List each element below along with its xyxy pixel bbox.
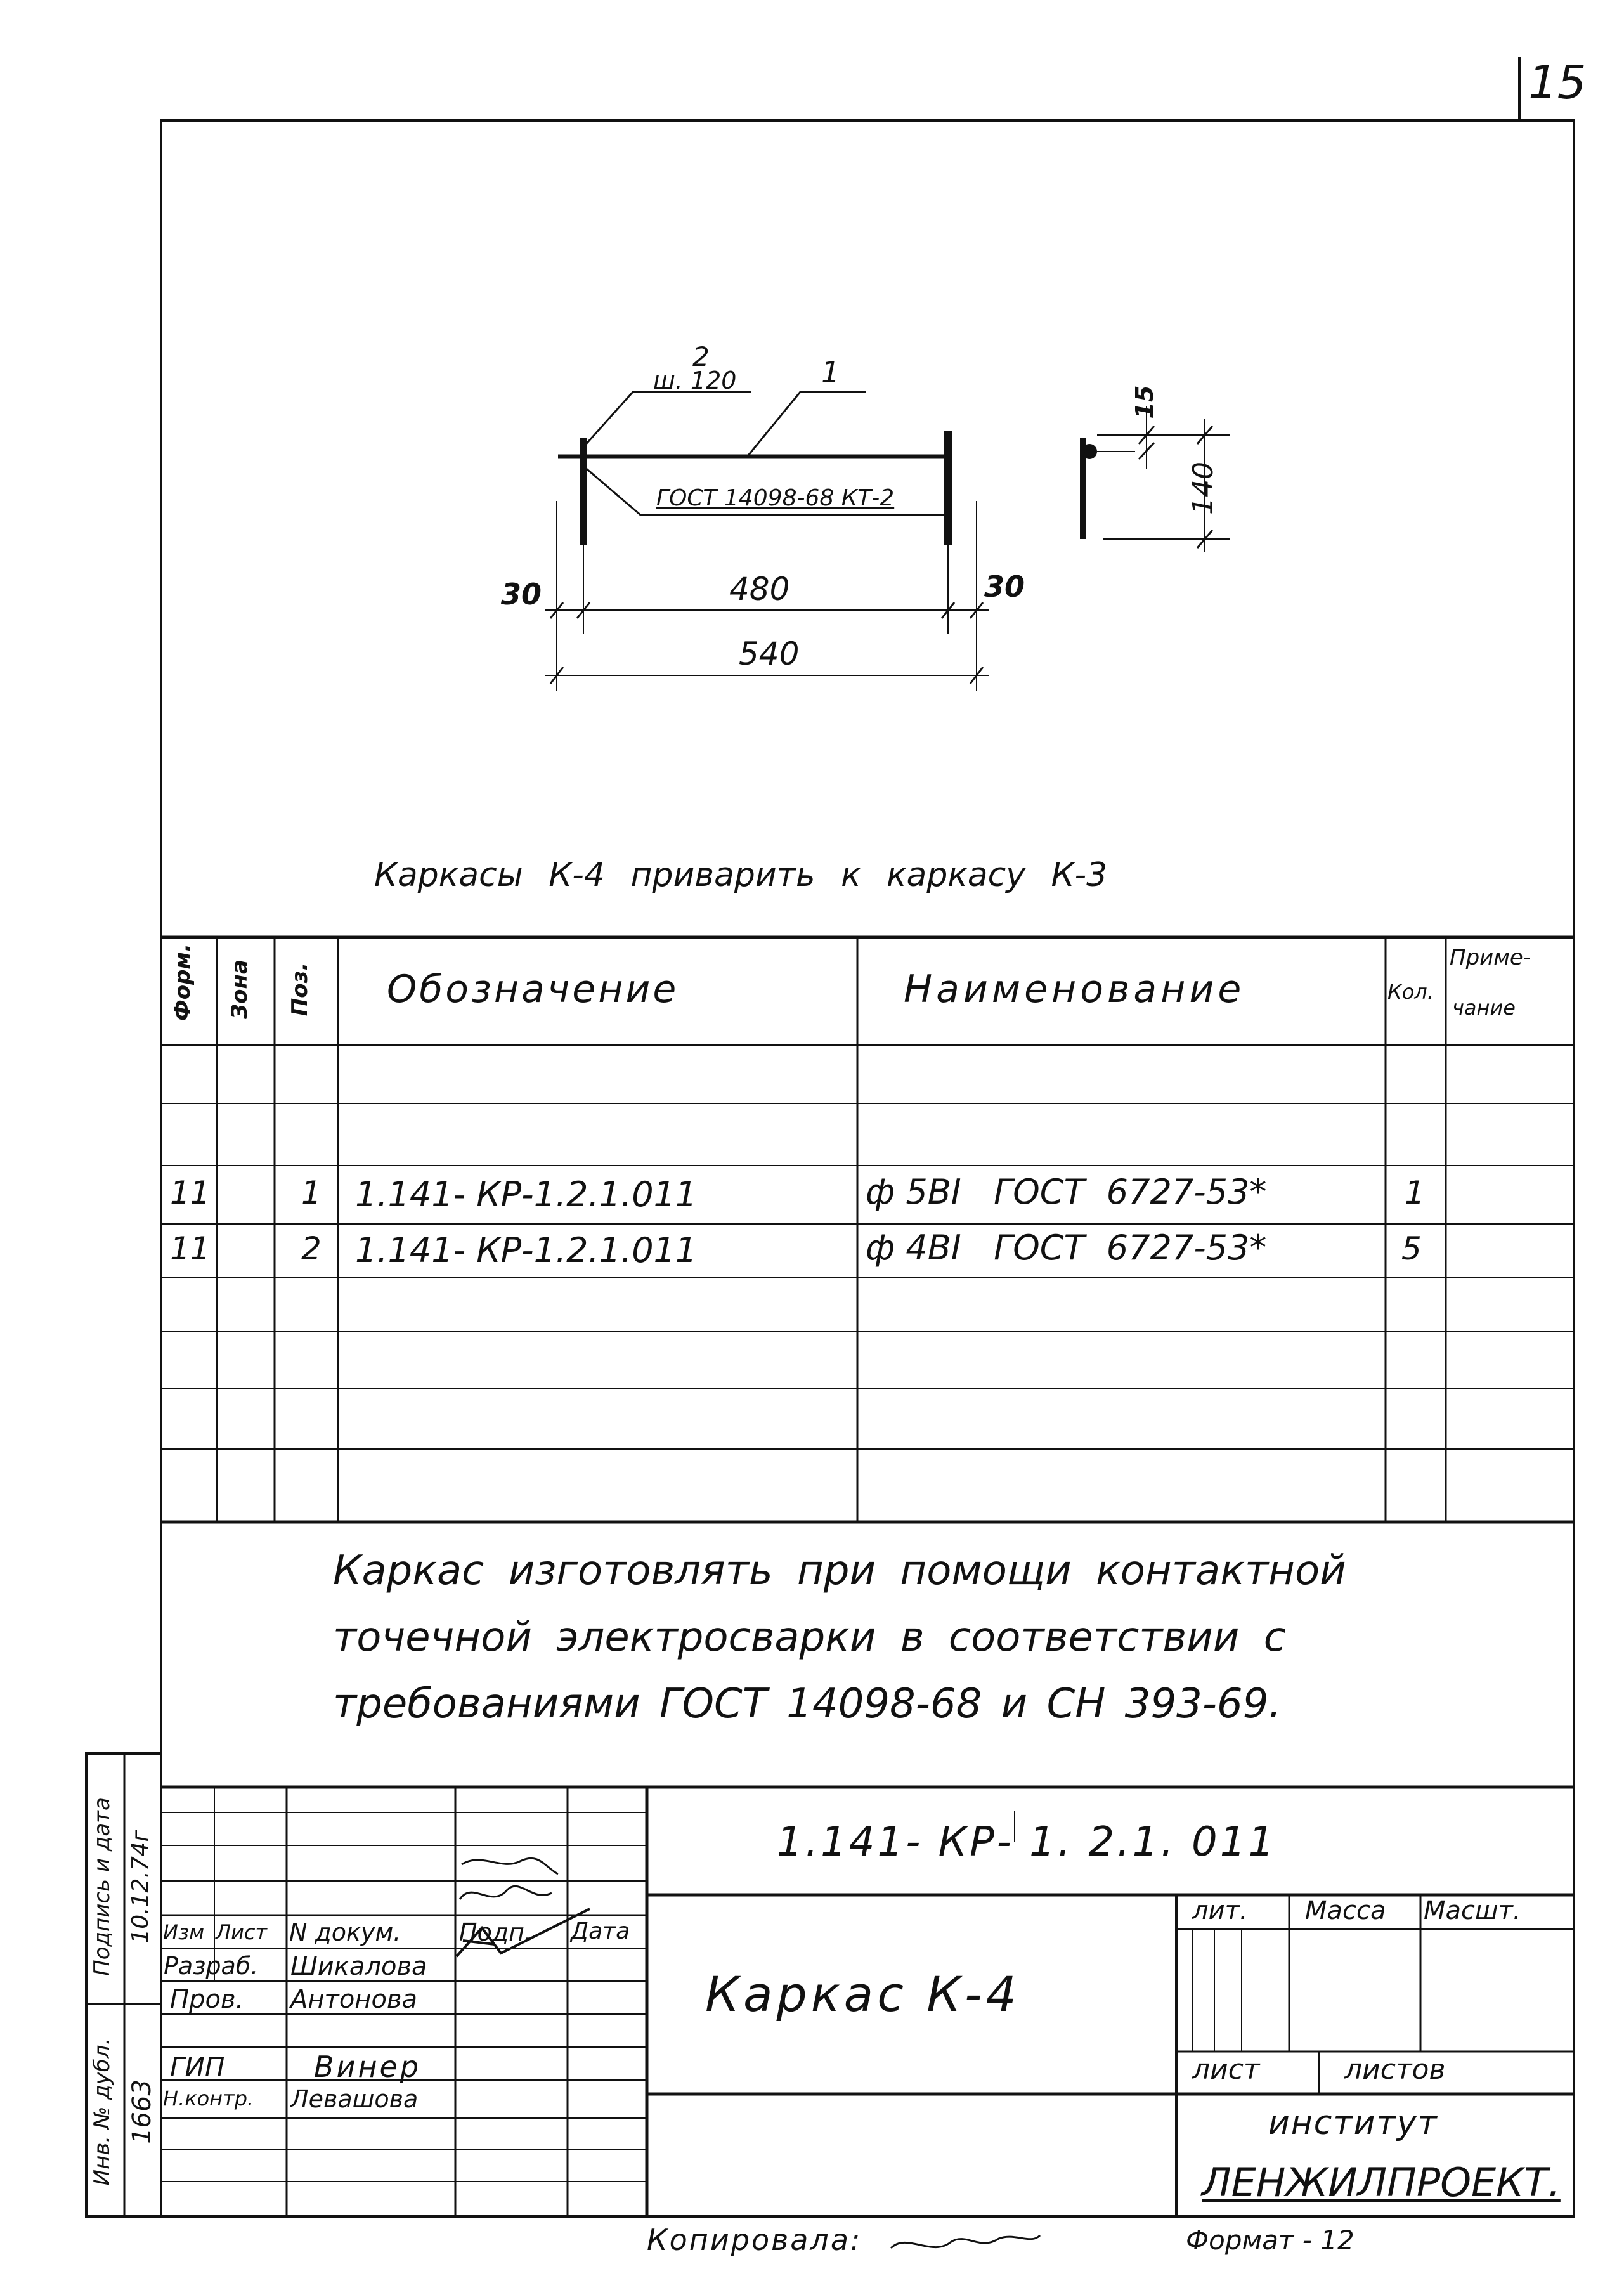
callout-standard: ГОСТ 14098-68 КТ-2: [656, 485, 895, 511]
note-manufacture-line3: требованиями ГОСТ 14098-68 и СН 393-69.: [333, 1681, 1282, 1727]
col-izm: Изм: [163, 1920, 205, 1944]
header-zone: Зона: [227, 959, 252, 1019]
role-prov: Пров.: [170, 1985, 244, 2014]
signature-copied: [891, 2235, 1040, 2248]
stamp-sign-label: Подпись и дата: [89, 1797, 115, 1976]
callout-pos1: 1: [821, 355, 840, 389]
name-gip: Винер: [314, 2050, 422, 2084]
callout-weld: ш. 120: [653, 367, 737, 394]
institute-label: институт: [1268, 2104, 1438, 2142]
institute-name: ЛЕНЖИЛПРОЕКТ.: [1202, 2159, 1561, 2206]
title-name: Каркас К-4: [705, 1966, 1020, 2022]
col-ndoc: N докум.: [289, 1918, 401, 1946]
header-name: Наименование: [904, 967, 1245, 1011]
row1-name: ф 5ВI ГОСТ 6727-53*: [866, 1172, 1267, 1212]
header-note-line2: чание: [1452, 996, 1516, 1020]
name-razrab: Шикалова: [290, 1952, 427, 1981]
row2-form: 11: [170, 1230, 211, 1267]
stamp-inv-value: 1663: [127, 2079, 157, 2144]
stamp-date-value: 10.12.74г: [127, 1830, 153, 1944]
copied-label: Копировала:: [647, 2223, 862, 2257]
note-manufacture-line2: точечной электросварки в соответствии с: [333, 1614, 1286, 1661]
header-note-line1: Приме-: [1450, 945, 1531, 970]
page-number: 15: [1528, 56, 1587, 109]
row1-designation: 1.141- КР-1.2.1.011: [355, 1174, 698, 1214]
signature-prov: [460, 1886, 552, 1899]
role-nkontr: Н.контр.: [163, 2086, 254, 2110]
dim-total: 540: [739, 635, 800, 672]
dim-left: 30: [501, 577, 542, 611]
format-label: Формат - 12: [1186, 2225, 1354, 2256]
header-pos: Поз.: [287, 962, 313, 1017]
col-podp: Подп.: [459, 1918, 533, 1946]
scale-label: Масшт.: [1424, 1896, 1521, 1925]
dim-top: 15: [1131, 385, 1159, 419]
col-date: Дата: [571, 1918, 630, 1944]
name-nkontr: Левашова: [290, 2085, 419, 2113]
header-form: Форм.: [170, 943, 195, 1021]
row1-qty: 1: [1405, 1174, 1425, 1211]
sheets-label: листов: [1344, 2053, 1446, 2086]
row1-pos: 1: [301, 1174, 322, 1211]
header-qty: Кол.: [1387, 980, 1434, 1004]
col-list: Лист: [216, 1920, 268, 1944]
stamp-inv-label: Инв. № дубл.: [89, 2038, 115, 2186]
title-code: 1.141- КР- 1. 2.1. 011: [777, 1819, 1277, 1866]
header-designation: Обозначение: [387, 967, 679, 1011]
role-razrab: Разраб.: [164, 1952, 259, 1980]
row2-qty: 5: [1401, 1230, 1422, 1267]
row2-name: ф 4ВI ГОСТ 6727-53*: [866, 1228, 1267, 1268]
sheet-label: лист: [1192, 2053, 1260, 2086]
row2-designation: 1.141- КР-1.2.1.011: [355, 1230, 698, 1270]
dim-height: 140: [1187, 462, 1219, 515]
note-manufacture-line1: Каркас изготовлять при помощи контактной: [333, 1547, 1346, 1594]
row2-pos: 2: [301, 1230, 322, 1267]
callout-pos2: 2: [692, 341, 710, 372]
name-prov: Антонова: [290, 1985, 417, 2014]
role-gip: ГИП: [170, 2052, 225, 2083]
dim-right: 30: [984, 569, 1025, 604]
signature-razrab: [462, 1858, 558, 1874]
lit-label: лит.: [1192, 1896, 1248, 1925]
mass-label: Масса: [1305, 1896, 1386, 1925]
row1-form: 11: [170, 1174, 211, 1211]
note-weld: Каркасы К-4 приварить к каркасу К-3: [374, 856, 1108, 894]
dim-center: 480: [729, 571, 790, 608]
